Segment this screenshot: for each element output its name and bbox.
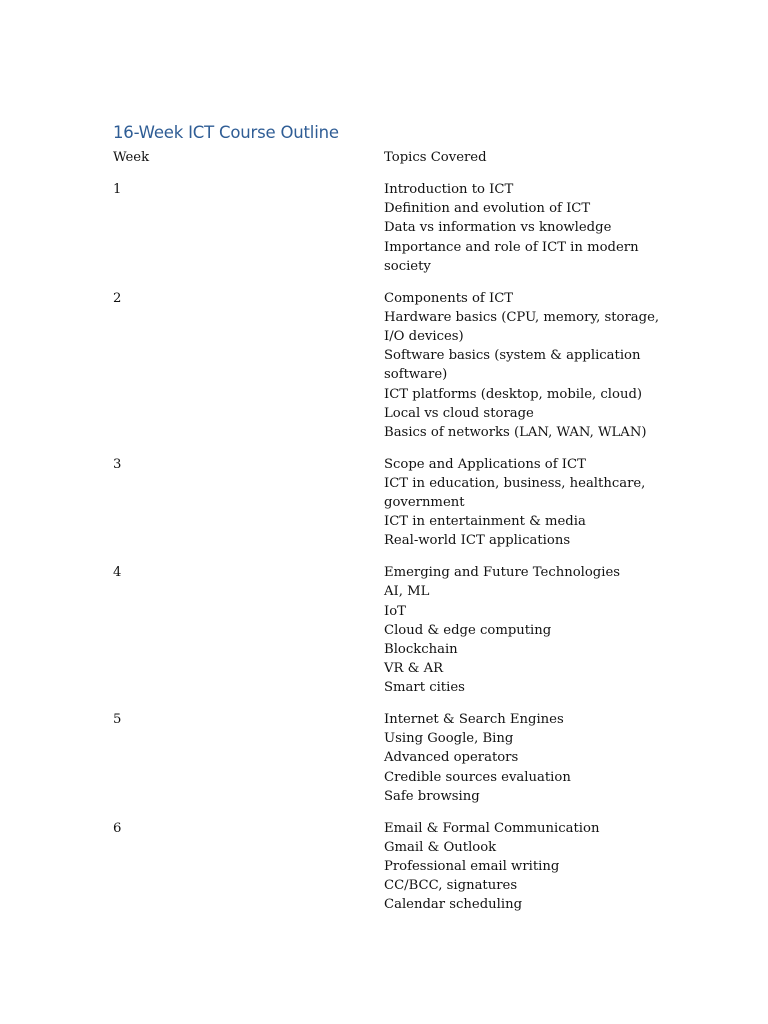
week-number: 2 [113,290,122,306]
topic-line: CC/BCC, signatures [384,878,518,894]
topic-line: Advanced operators [384,750,519,766]
topic-line: ICT platforms (desktop, mobile, cloud) [384,386,643,402]
table-row [113,180,653,276]
topic-line: Cloud & edge computing [384,622,552,638]
topic-line: ICT in education, business, healthcare, [384,475,646,491]
week-number: 5 [113,712,122,728]
topic-line: I/O devices) [384,328,464,344]
topic-line: Credible sources evaluation [384,769,571,785]
topic-line: Definition and evolution of ICT [384,201,591,217]
week-number: 4 [113,565,122,581]
table-header-row [113,148,653,167]
topic-line: Basics of networks (LAN, WAN, WLAN) [384,424,647,440]
table-row [113,563,653,697]
table-row [113,819,653,915]
topic-line: Smart cities [384,680,465,696]
table-body [113,180,660,915]
topic-line: Local vs cloud storage [384,405,534,421]
topic-line: Software basics (system & application [384,348,641,364]
table-row [113,289,660,443]
table-row [113,710,653,806]
topics-cell [384,819,634,915]
topics-cell [384,289,660,443]
topic-line: Emerging and Future Technologies [384,565,621,581]
header-topics-covered: Topics Covered [384,150,487,165]
topic-line: Safe browsing [384,788,480,804]
topic-line: Internet & Search Engines [384,712,564,728]
topic-line: Blockchain [384,641,458,657]
topics-cell [384,710,634,806]
topic-line: Importance and role of ICT in modern [384,239,639,255]
week-number: 3 [113,456,122,472]
course-outline-table [113,148,660,927]
topic-line: Professional email writing [384,859,560,874]
table-row [113,455,653,551]
topic-line: Gmail & Outlook [384,839,497,855]
topic-line: IoT [384,603,406,619]
topic-line: Hardware basics (CPU, memory, storage, [384,309,660,325]
topic-line: AI, ML [384,584,430,600]
topic-line: software) [384,367,448,383]
topic-line: Data vs information vs knowledge [384,220,612,236]
topic-line: ICT in entertainment & media [384,514,586,530]
topics-cell [384,563,634,697]
topic-line: government [384,495,465,511]
header-week: Week [113,150,150,165]
topic-line: Email & Formal Communication [384,820,600,836]
topic-line: Introduction to ICT [384,182,514,197]
topics-cell [384,180,639,276]
week-number: 6 [113,820,122,836]
topic-line: Using Google, Bing [384,731,514,747]
topics-cell [384,455,646,551]
topic-line: VR & AR [384,661,444,677]
week-number: 1 [113,182,122,197]
topic-line: Calendar scheduling [384,897,523,913]
topic-line: Real-world ICT applications [384,533,571,549]
topic-line: society [384,258,431,274]
topic-line: Scope and Applications of ICT [384,456,586,472]
topic-line: Components of ICT [384,290,514,306]
document-title: 16-Week ICT Course Outline [113,123,339,142]
